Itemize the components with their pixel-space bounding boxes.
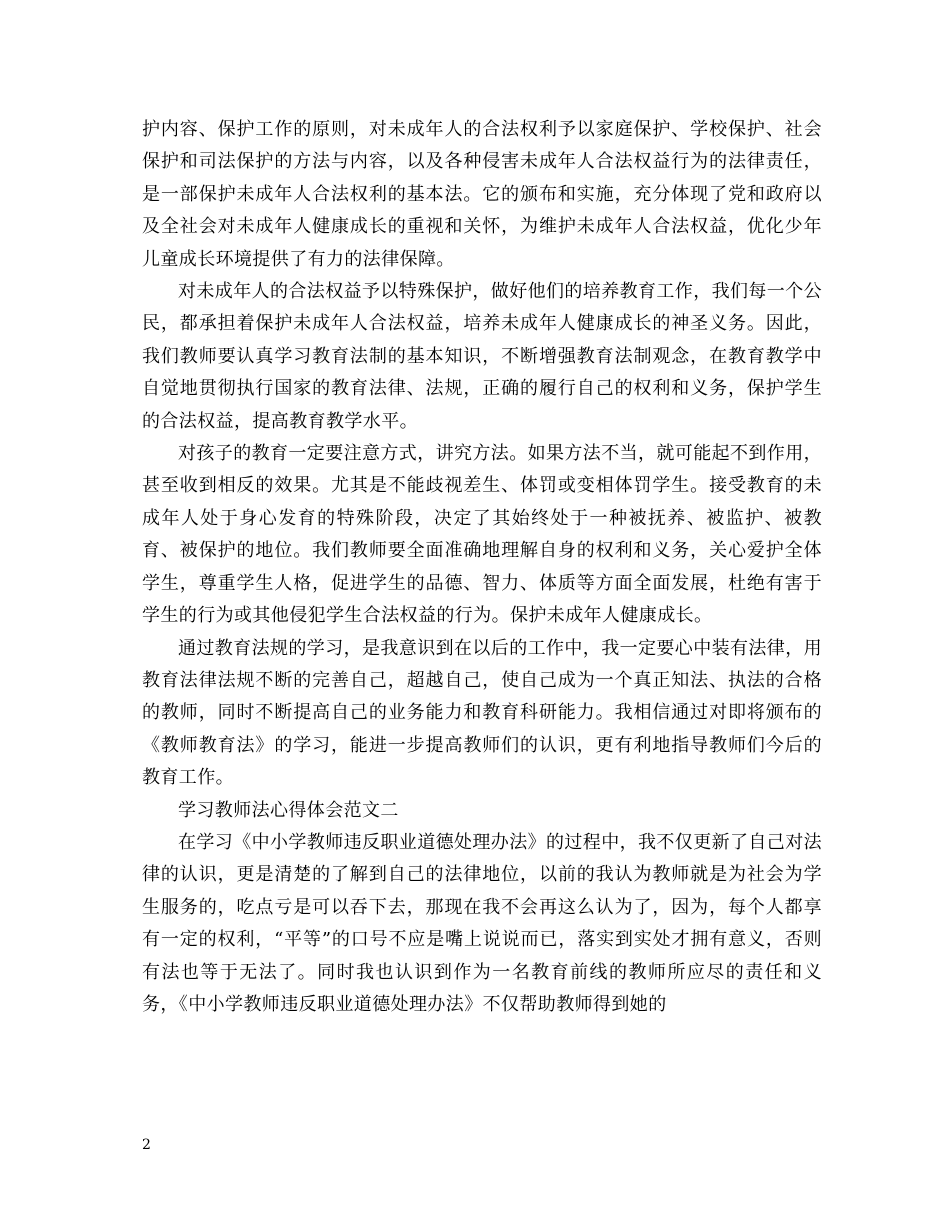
paragraph-learning-reflection: 通过教育法规的学习，是我意识到在以后的工作中，我一定要心中装有法律，用教育法律法规不断的完善自己，超越自己，使自己成为一个真正知法、执法的合格的教师，同时不断提高自己的业务能力和教育科研能力。我相信通过对即将颁布的《教师教育法》的学习，能进一步提高教师们的认识，更有利地指导教师们今后的教育工作。 — [142, 637, 822, 789]
paragraph-section-two: 在学习《中小学教师违反职业道德处理办法》的过程中，我不仅更新了自己对法律的认识，更是清楚的了解到自己的法律地位，以前的我认为教师就是为社会为学生服务的，吃点亏是可以吞下去，那现在我不会再这么认为了，因为，每个人都享有一定的权利，“平等”的口号不应是嘴上说说而已，落实到实处才拥有意义，否则有法也等于无法了。同时我也认识到作为一名教育前线的教师所应尽的责任和义务，《中小学教师违反职业道德处理办法》不仅帮助教师得到她的 — [142, 831, 822, 1015]
section-heading: 学习教师法心得体会范文二 — [178, 799, 399, 821]
paragraph-continuation: 护内容、保护工作的原则，对未成年人的合法权利予以家庭保护、学校保护、社会保护和司法保护的方法与内容，以及各种侵害未成年人合法权益行为的法律责任，是一部保护未成年人合法权利的基本法。它的颁布和实施，充分体现了党和政府以及全社会对未成年人健康成长的重视和关怀，为维护未成年人合法权益，优化少年儿童成长环境提供了有力的法律保障。 — [142, 119, 822, 270]
page-number: 2 — [142, 1137, 151, 1153]
document-body — [142, 114, 822, 1021]
paragraph-special-protection: 对未成年人的合法权益予以特殊保护，做好他们的培养教育工作，我们每一个公民，都承担着保护未成年人合法权益，培养未成年人健康成长的神圣义务。因此，我们教师要认真学习教育法制的基本知识，不断增强教育法制观念，在教育教学中自觉地贯彻执行国家的教育法律、法规，正确的履行自己的权利和义务，保护学生的合法权益，提高教育教学水平。 — [142, 281, 822, 432]
paragraph-education-methods: 对孩子的教育一定要注意方式，讲究方法。如果方法不当，就可能起不到作用，甚至收到相反的效果。尤其是不能歧视差生、体罚或变相体罚学生。接受教育的未成年人处于身心发育的特殊阶段，决定了其始终处于一种被抚养、被监护、被教育、被保护的地位。我们教师要全面准确地理解自身的权利和义务，关心爱护全体学生，尊重学生人格，促进学生的品德、智力、体质等方面全面发展，杜绝有害于学生的行为或其他侵犯学生合法权益的行为。保护未成年人健康成长。 — [142, 443, 822, 627]
